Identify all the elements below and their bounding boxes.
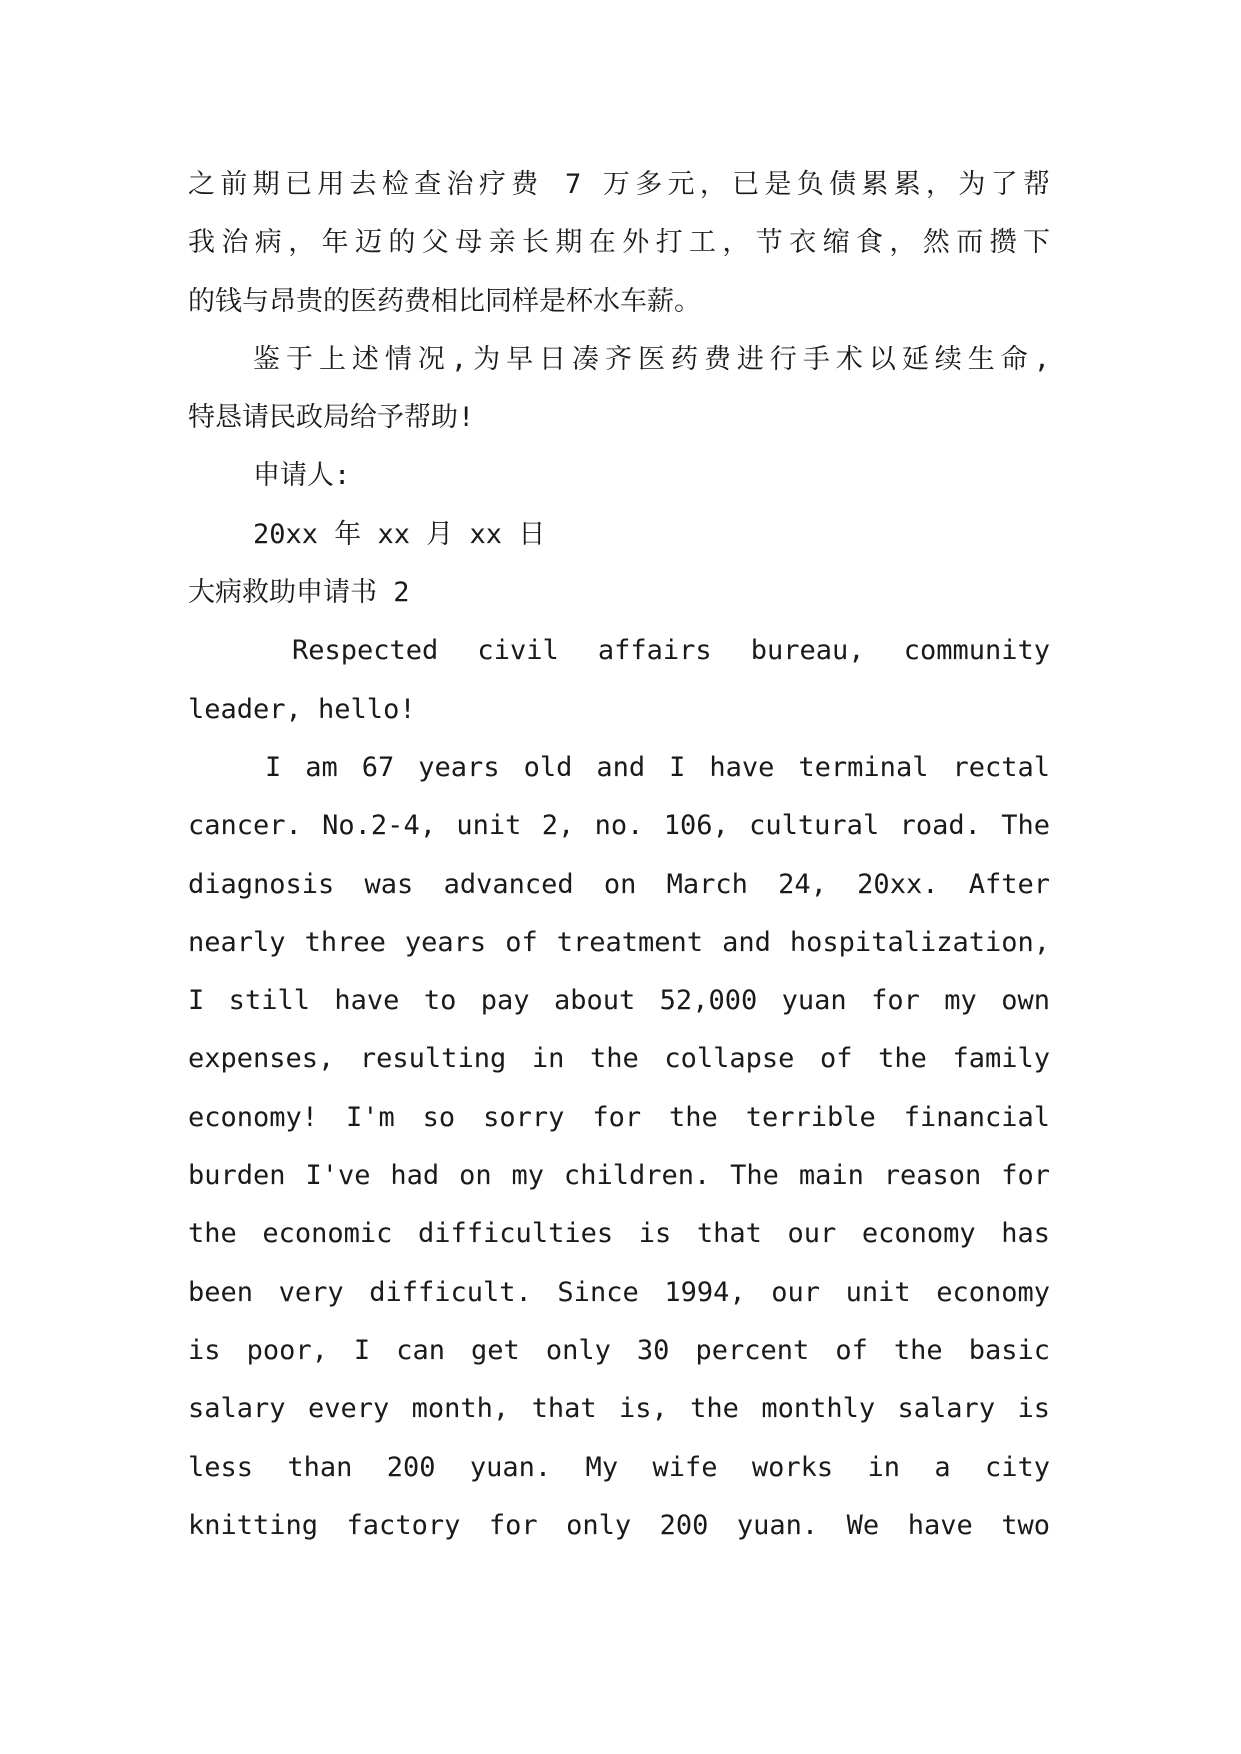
text-line: Respected civil affairs bureau, community bbox=[292, 635, 1050, 667]
text-line: been very difficult. Since 1994, our unit economy bbox=[188, 1276, 1050, 1308]
text-line: knitting factory for only 200 yuan. We have two bbox=[188, 1509, 1050, 1541]
date-line: 20xx 年 xx 月 xx 日 bbox=[253, 518, 546, 550]
text-line: I am 67 years old and I have terminal rectal bbox=[265, 751, 1050, 783]
text-line: is poor, I can get only 30 percent of the basic bbox=[188, 1334, 1050, 1366]
text-line: burden I've had on my children. The main reason for bbox=[188, 1160, 1050, 1192]
text-line: 我治病，年迈的父母亲长期在外打工，节衣缩食，然而攒下 bbox=[188, 227, 1050, 259]
text-line: 鉴于上述情况,为早日凑齐医药费进行手术以延续生命, bbox=[253, 343, 1050, 375]
text-line: nearly three years of treatment and hospitalization, bbox=[188, 926, 1050, 958]
applicant-label: 申请人: bbox=[253, 460, 351, 492]
text-line: 的钱与昂贵的医药费相比同样是杯水车薪。 bbox=[188, 285, 701, 317]
section-title: 大病救助申请书 2 bbox=[188, 577, 410, 609]
text-line: cancer. No.2-4, unit 2, no. 106, cultural road. The bbox=[188, 810, 1050, 842]
text-line: diagnosis was advanced on March 24, 20xx. After bbox=[188, 868, 1050, 900]
text-line: leader, hello! bbox=[188, 693, 416, 725]
text-line: the economic difficulties is that our economy has bbox=[188, 1218, 1050, 1250]
text-line: salary every month, that is, the monthly salary is bbox=[188, 1393, 1050, 1425]
text-line: economy! I'm so sorry for the terrible financial bbox=[188, 1101, 1050, 1133]
text-line: I still have to pay about 52,000 yuan for my own bbox=[188, 985, 1050, 1017]
text-line: 之前期已用去检查治疗费 7 万多元，已是负债累累，为了帮 bbox=[188, 169, 1050, 200]
text-line: 特恳请民政局给予帮助! bbox=[188, 402, 475, 434]
text-line: expenses, resulting in the collapse of the family bbox=[188, 1043, 1050, 1075]
document-page bbox=[188, 156, 1050, 1555]
text-line: less than 200 yuan. My wife works in a city bbox=[188, 1451, 1050, 1483]
